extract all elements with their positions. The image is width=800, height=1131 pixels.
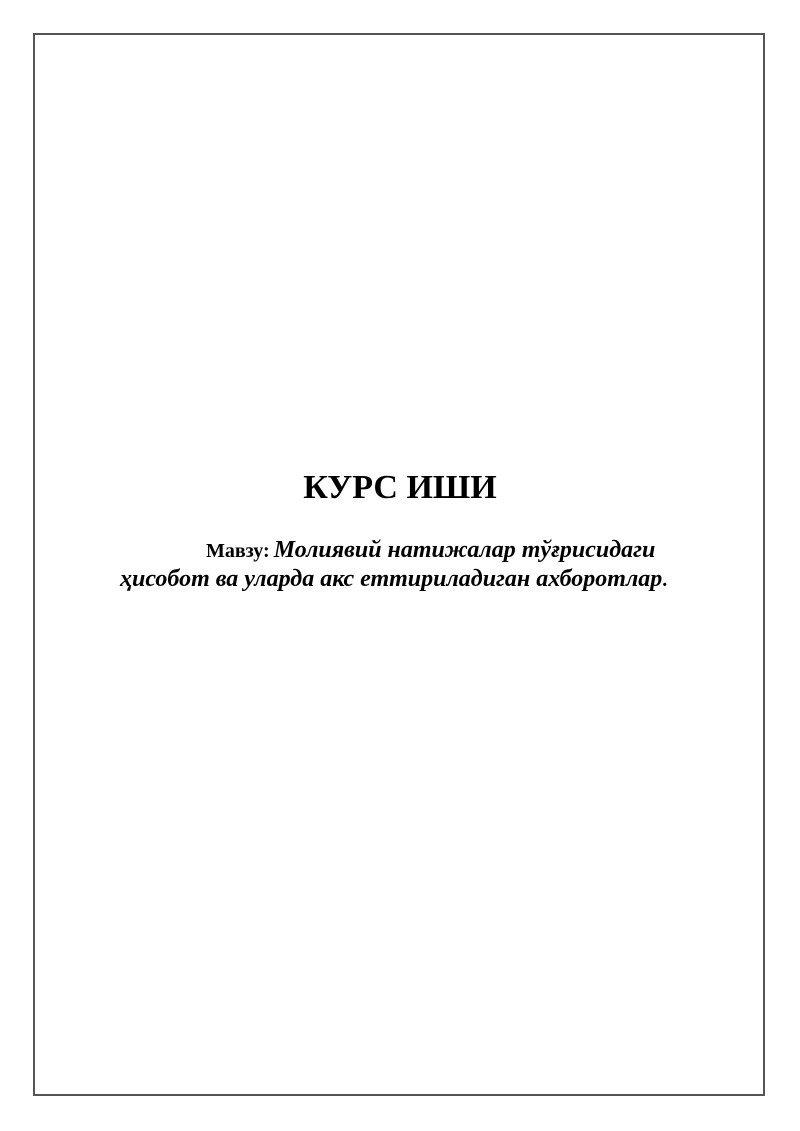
topic-label: Мавзу: [206, 540, 270, 562]
document-title: КУРС ИШИ [303, 469, 497, 506]
topic-text-part-2: ҳисобот ва уларда акс еттириладиган ахборотлар [120, 566, 663, 592]
topic-text-part-1: Молиявий натижалар тўғрисидаги [273, 537, 656, 563]
topic-line-second [120, 563, 667, 596]
topic-end-period: . [662, 569, 668, 591]
